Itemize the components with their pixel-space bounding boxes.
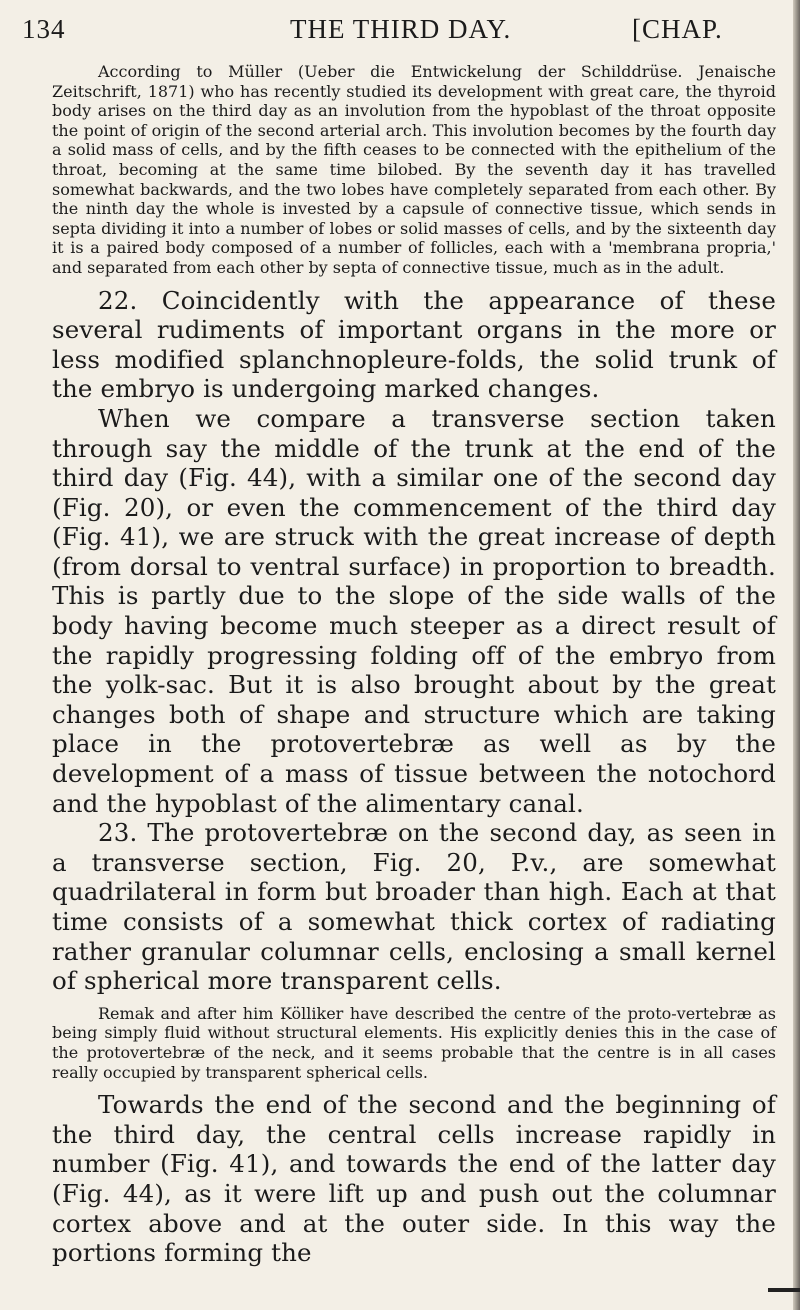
body-paragraph-transverse-section: When we compare a transverse section taken through say the middle of the trunk at the end of the third day (Fig. 44), with a similar one of the second day (Fig. 20), or even the commencement of the third day (Fig. 41), we are struck with the great increase of depth (from dorsal to ventral surface) in proportion to breadth. This is partly due to the slope of the side walls of the body having become much steeper as a direct result of the rapidly progressing folding off of the embryo from the yolk-sac. But it is also brought about by the great changes both of shape and structure which are taking place in the protovertebræ as well as by the development of a mass of tissue between the notochord and the hypoblast of the alimentary canal. [52, 403, 776, 818]
body-paragraph-central-cells: Towards the end of the second and the beginning of the third day, the central cells increase rapidly in number (Fig. 41), and towards the end of the latter day (Fig. 44), as it were lift up and push out the columnar cortex above and at the outer side. In this way the portions forming the [52, 1090, 776, 1268]
section-22-paragraph: 22. Coincidently with the appearance of these several rudiments of important organs in the more or less modified splanchnopleure-folds, the solid trunk of the embryo is undergoing marked changes. [52, 285, 776, 404]
section-23-paragraph: 23. The protovertebræ on the second day, as seen in a transverse section, Fig. 20, P.v., are somewhat quadrilateral in form but broader than high. Each at that time consists of a somewhat thick cortex of radiating rather granular columnar cells, enclosing a small kernel of spherical more transparent cells. [52, 818, 776, 996]
running-header [22, 14, 760, 54]
page-number: 134 [22, 14, 66, 44]
running-title: THE THIRD DAY. [290, 14, 512, 44]
page-body [52, 62, 776, 1268]
footnote-paragraph-thyroid: According to Müller (Ueber die Entwickelung der Schilddrüse. Jenaische Zeitschrift, 1871) who has recently studied its development with great care, the thyroid body arises on the third day as an involution from the hypoblast of the throat opposite the point of origin of the second arterial arch. This involution becomes by the fourth day a solid mass of cells, and by the fifth ceases to be connected with the epithelium of the throat, becoming at the same time bilobed. By the seventh day it has travelled somewhat backwards, and the two lobes have completely separated from each other. By the ninth day the whole is invested by a capsule of connective tissue, which sends in septa dividing it into a number of lobes or solid masses of cells, and by the sixteenth day it is a paired body composed of a number of follicles, each with a 'membrana propria,' and separated from each other by septa of connective tissue, much as in the adult. [52, 62, 776, 277]
footnote-paragraph-remak: Remak and after him Kölliker have described the centre of the proto-vertebræ as being simply fluid without structural elements. His explicitly denies this in the case of the protovertebræ of the neck, and it seems probable that the centre is in all cases really occupied by transparent spherical cells. [52, 1003, 776, 1082]
page-edge-shadow [793, 0, 800, 1310]
chapter-marker: [CHAP. [632, 14, 723, 44]
corner-mark [768, 1288, 800, 1292]
